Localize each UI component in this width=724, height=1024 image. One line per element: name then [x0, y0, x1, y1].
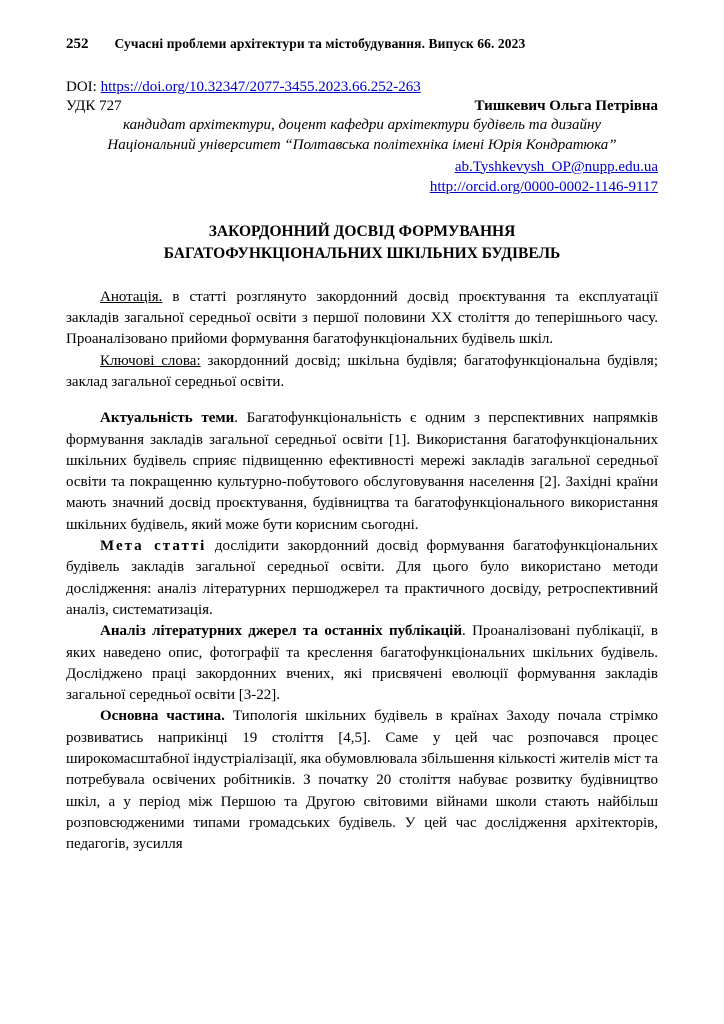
section-goal [66, 536, 658, 621]
doi-label: DOI: [66, 79, 97, 95]
section-main-heading: Основна частина. [100, 708, 225, 725]
author-position: кандидат архітектури, доцент кафедри архітектури будівель та дизайну [122, 117, 602, 133]
section-relevance-heading-suffix: . [234, 410, 247, 427]
section-main-text: Типологія шкільних будівель в країнах Заходу почала стрімко розвиватись наприкінці 19 століття [4,5]. Саме у цей час розпочався процес широкомасштабної індустріалізації, яка обумовлювала збільшення кількості жителів міст та потребувала освічених робітників. З початку 20 століття набуває розвитку будівництво шкіл, а у період між Першою та Другою світовими війнами школи стають найбільш розповсюдженими типами громадських будівель. У цей час дослідження архітекторів, педагогів, зусилля [66, 708, 658, 853]
keywords-text: закордонний досвід; шкільна будівля; багатофункціональна будівля; заклад загальної середньої освіти. [66, 352, 658, 390]
section-literature-text: Проаналізовані публікації, в яких наведено опис, фотографії та креслення багатофункціональних шкільних будівель. Досліджено праці закордонних вчених, які присвячені еволюції формування закладів загальної середньої освіти [3-22]. [66, 623, 659, 704]
section-spacer [66, 393, 658, 408]
author-email-line [66, 157, 658, 177]
section-goal-heading-suffix [206, 538, 214, 554]
section-literature-review [66, 621, 658, 706]
section-goal-heading: Мета статті [100, 538, 207, 555]
author-affiliation: Національний університет “Полтавська політехніка імені Юрія Кондратюка” [107, 136, 617, 153]
keywords-paragraph [66, 351, 658, 394]
journal-title-line: Сучасні проблеми архітектури та містобудування. Випуск 66. 2023 [114, 36, 526, 51]
page-number: 252 [66, 36, 89, 52]
keywords-label: Ключові слова: [100, 352, 201, 369]
doi-line [66, 79, 658, 96]
article-title-line-1: ЗАКОРДОННИЙ ДОСВІД ФОРМУВАННЯ [208, 223, 516, 241]
abstract-text: в статті розглянуто закордонний досвід проєктування та експлуатації закладів загальної середньої освіти з першої половини ХХ століття до теперішнього часу. Проаналізовано прийоми формування багатофункціональних будівель шкіл. [66, 288, 658, 348]
article-title-line-2: БАГАТОФУНКЦІОНАЛЬНИХ ШКІЛЬНИХ БУДІВЕЛЬ [163, 245, 561, 263]
page-header [66, 36, 658, 53]
section-relevance-heading: Актуальність теми [100, 410, 235, 427]
email-link[interactable]: ab.Tyshkevysh_OP@nupp.edu.ua [454, 158, 658, 175]
abstract-paragraph [66, 287, 658, 351]
section-relevance-text: Багатофункціональність є одним з перспективних напрямків формування закладів загальної середньої освіти [1]. Використання багатофункціональних шкільних будівель сприяє підвищенню ефективності мережі закладів загальної середньої освіти та покращенню культурно-побутового обслуговування населення [2]. Західні країни мають значний досвід проєктування, будівництва та багатофункціонального використання шкільних будівель, який може бути корисним сьогодні. [66, 410, 658, 533]
section-main-part [66, 706, 658, 855]
article-title [66, 221, 658, 264]
doi-link[interactable]: https://doi.org/10.32347/2077-3455.2023.66.252-263 [100, 79, 421, 95]
udk-author-row [66, 98, 658, 115]
author-name: Тишкевич Ольга Петрівна [474, 98, 658, 114]
udk-code: УДК 727 [66, 98, 122, 114]
orcid-link[interactable]: http://orcid.org/0000-0002-1146-9117 [429, 178, 658, 195]
section-relevance [66, 408, 658, 536]
author-orcid-line [66, 177, 658, 197]
section-literature-heading-suffix: . [461, 623, 473, 640]
abstract-label: Анотація. [100, 288, 163, 305]
section-main-heading-suffix [225, 708, 233, 724]
section-literature-heading: Аналіз літературних джерел та останніх публікацій [100, 623, 462, 640]
section-goal-text: дослідити закордонний досвід формування багатофункціональних будівель закладів загальної середньої освіти. Для цього було використано методи дослідження: аналіз літературних першоджерел та практичного досвіду, ретроспективний аналіз, систематизація. [66, 538, 659, 618]
